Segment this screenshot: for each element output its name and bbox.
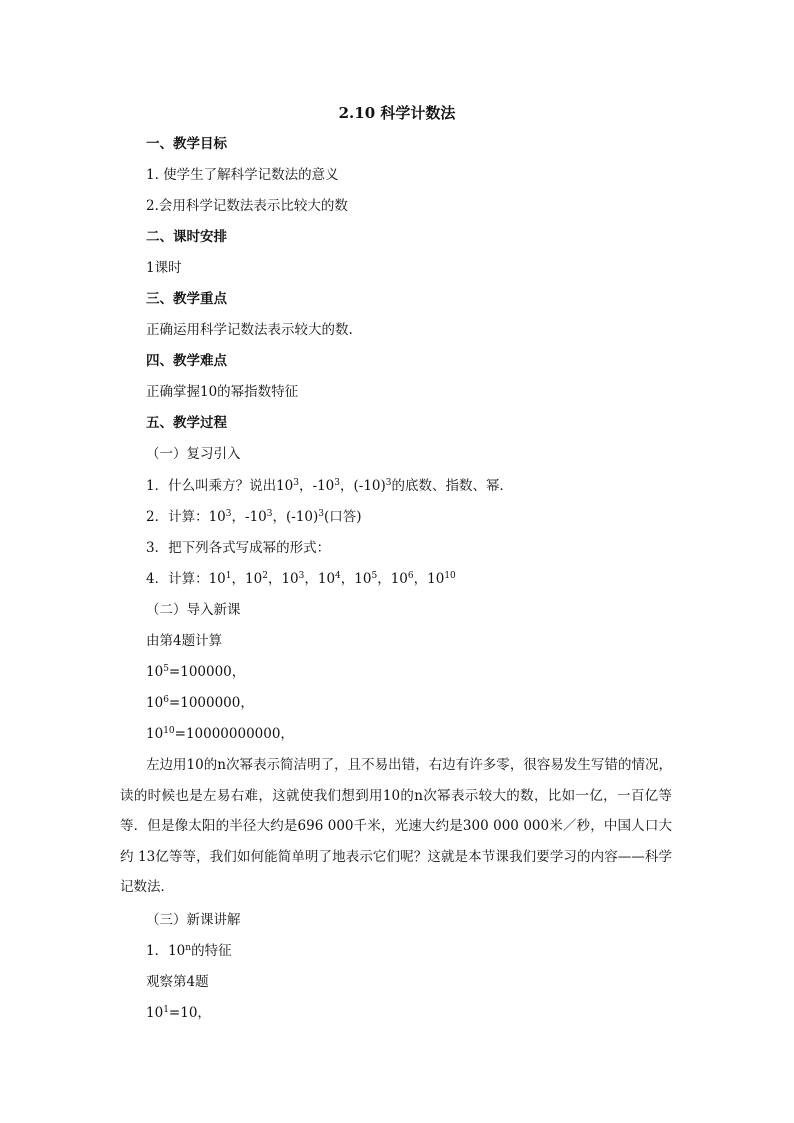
equation-rhs: =100000， [168,664,246,680]
review-question-3: 3．把下列各式写成幂的形式： [146,540,331,556]
exponent: 3 [318,509,325,519]
exponent: 3 [225,509,232,519]
q2-part: (口答) [324,509,362,525]
intro-heading: （二）导入新课 [146,602,241,618]
base: 10 [245,571,263,587]
exponent: 6 [163,695,169,705]
difficulties-text: 正确掌握10的幂指数特征 [146,384,299,400]
base: 10 [146,1005,164,1021]
exponent: 10 [163,726,175,736]
section-heading-difficulties: 四、教学难点 [146,353,227,369]
exponent: 3 [266,509,273,519]
exponent: 4 [335,571,341,581]
separator: ， [304,571,318,587]
separator: ， [340,571,355,587]
objective-item-2: 2.会用科学记数法表示比较大的数 [146,198,348,214]
exponent: 3 [334,478,340,488]
objective-item-1: 1. 使学生了解科学记数法的意义 [146,167,339,183]
q1-part: 1．什么叫乘方？说出10 [146,478,294,494]
separator: ， [231,571,246,587]
q4-part: 4．计算：10 [146,571,226,587]
section-heading-schedule: 二、课时安排 [146,229,227,245]
schedule-text: 1课时 [146,260,182,276]
exponent: 3 [293,478,300,488]
section-heading-process: 五、教学过程 [146,415,227,431]
lecture-observe: 观察第4题 [146,974,209,990]
section-heading-key-points: 三、教学重点 [146,291,227,307]
equation-10-5 [146,662,245,682]
base: 10 [146,695,164,711]
paragraph-text: 左边用10的n次幂表示简洁明了，且不易出错，右边有许多零，很容易发生写错的情况，读的时候也是左易右难，这就使我们想到用10的n次幂表示较大的数，比如一亿，一百亿等等．但是像太阳的半径大约是696 000千米，光速大约是300 000 000米／秒，中国人口大约 13亿等等，我们如何能简单明了地表示它们呢？这就是本节课我们要学习的内容——科学记数法． [120,757,672,895]
base: 10 [427,571,445,587]
exponent: 1 [163,1005,169,1015]
base: 10 [354,571,372,587]
equation-10-1 [146,1003,211,1023]
intro-paragraph [120,750,672,903]
exponent: 3 [385,478,392,488]
exponent: 2 [262,571,268,581]
point-text: 1．10 [146,943,186,959]
equation-rhs: =1000000， [168,695,254,711]
equation-rhs: =10， [168,1005,211,1021]
equation-rhs: =10000000000， [174,726,294,742]
q1-part: 的底数、指数、幂． [391,478,514,494]
exponent: 6 [407,571,414,581]
intro-from: 由第4题计算 [146,633,223,649]
key-points-text: 正确运用科学记数法表示较大的数. [146,322,353,338]
separator: ， [377,571,391,587]
q2-part: ，(-10) [272,509,319,525]
exponent: 5 [371,571,378,581]
base: 10 [146,726,164,742]
review-question-1 [146,476,513,496]
exponent: 1 [225,571,232,581]
separator: ， [267,571,282,587]
lecture-point-1 [146,941,232,961]
equation-10-6 [146,693,254,713]
exponent: 10 [444,571,456,581]
review-heading: （一）复习引入 [146,446,241,462]
base: 10 [146,664,164,680]
base: 10 [281,571,299,587]
base: 10 [390,571,408,587]
lecture-heading: （三）新课讲解 [146,912,241,928]
document-title: 2.10 科学计数法 [338,104,456,122]
exponent: n [185,943,192,953]
q1-part: ，-10 [299,478,335,494]
point-text: 的特征 [191,943,232,959]
q2-part: 2．计算：10 [146,509,226,525]
separator: ， [413,571,428,587]
base: 10 [317,571,336,587]
review-question-4 [146,569,456,589]
exponent: 5 [163,664,169,674]
section-heading-objectives: 一、教学目标 [146,136,227,152]
q2-part: ，-10 [231,509,267,525]
review-question-2 [146,507,362,527]
equation-10-10 [146,724,294,744]
exponent: 3 [298,571,305,581]
q1-part: ，(-10) [340,478,386,494]
